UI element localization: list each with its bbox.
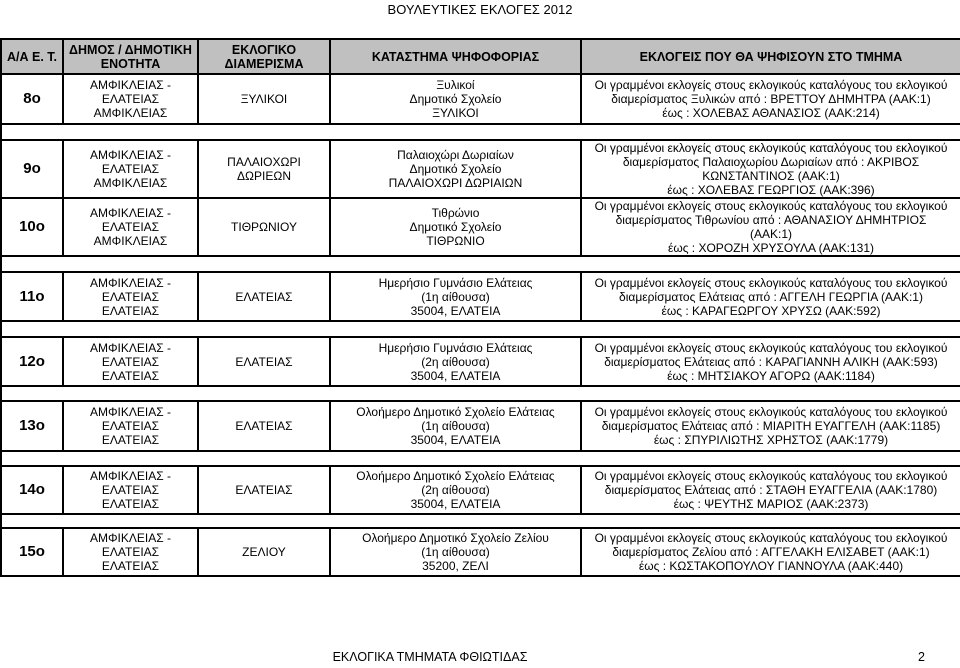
table-row [1,198,960,256]
station-cell [330,466,581,514]
station-line: Τιθρώνιο [431,206,480,220]
municipality-line: ΕΛΑΤΕΙΑΣ [101,92,160,106]
voters-line: έως : ΚΑΡΑΓΕΩΡΓΟΥ ΧΡΥΣΩ (ΑΑΚ:592) [661,303,881,318]
polling-stations-table [0,38,960,577]
table-row [1,74,960,124]
station-line: (2η αίθουσα) [421,354,490,369]
row-number: 10ο [1,198,63,256]
header-voters: ΕΚΛΟΓΕΙΣ ΠΟΥ ΘΑ ΨΗΦΙΣΟΥΝ ΣΤΟ ΤΜΗΜΑ [581,39,960,74]
municipality-line: ΑΜΦΙΚΛΕΙΑΣ - [89,405,172,419]
municipality-line: ΕΛΑΤΕΙΑΣ [101,497,160,511]
station-line: Παλαιοχώρι Δωριαίων [397,148,514,162]
row-gap-cell [1,451,960,466]
voters-line: (ΑΑΚ:1) [749,227,792,241]
row-gap [1,386,960,401]
voters-cell [581,272,960,321]
district-cell: ΕΛΑΤΕΙΑΣ [198,337,330,386]
municipality-line: ΕΛΑΤΕΙΑΣ [101,303,160,318]
municipality-cell [63,272,198,321]
row-gap-cell [1,124,960,140]
row-gap-cell [1,321,960,337]
header-station: ΚΑΤΑΣΤΗΜΑ ΨΗΦΟΦΟΡΙΑΣ [330,39,581,74]
district-cell: ΖΕΛΙΟΥ [198,528,330,576]
municipality-cell [63,140,198,198]
header-num: Α/Α Ε. Τ. [1,39,63,74]
district-cell: ΕΛΑΤΕΙΑΣ [198,401,330,451]
voters-line: διαμερίσματος Παλαιοχωρίου Δωριαίων από : ΑΚΡΙΒΟΣ [622,155,920,169]
row-gap-cell [1,386,960,401]
voters-line: διαμερίσματος Τιθρωνίου από : ΑΘΑΝΑΣΙΟΥ ΔΗΜΗΤΡΙΟΣ [615,213,927,227]
row-gap [1,451,960,466]
voters-cell [581,528,960,576]
station-line: 35004, ΕΛΑΤΕΙΑ [410,433,501,447]
footer-title: ΕΚΛΟΓΙΚΑ ΤΜΗΜΑΤΑ ΦΘΙΩΤΙΔΑΣ [332,650,528,664]
district-cell: ΞΥΛΙΚΟΙ [198,74,330,124]
row-number: 9ο [1,140,63,198]
municipality-line: ΕΛΑΤΕΙΑΣ [101,289,160,304]
station-cell [330,337,581,386]
table-header-row [1,39,960,74]
voters-line: διαμερίσματος Ζελίου από : ΑΓΓΕΛΑΚΗ ΕΛΙΣΑΒΕΤ (ΑΑΚ:1) [612,545,930,559]
municipality-line: ΕΛΑΤΕΙΑΣ [101,162,160,176]
station-line: Δημοτικό Σχολείο [409,92,502,106]
voters-cell [581,74,960,124]
municipality-line: ΑΜΦΙΚΛΕΙΑΣ [93,106,168,120]
station-line: ΠΑΛΑΙΟΧΩΡΙ ΔΩΡΙΑΙΩΝ [388,176,523,190]
row-number: 15ο [1,528,63,576]
municipality-line: ΕΛΑΤΕΙΑΣ [101,354,160,369]
municipality-cell [63,198,198,256]
voters-line: Οι γραμμένοι εκλογείς στους εκλογικούς καταλόγους του εκλογικού [594,199,948,213]
row-gap [1,321,960,337]
table-row [1,528,960,576]
station-line: (1η αίθουσα) [421,419,490,433]
table-row [1,401,960,451]
voters-line: Οι γραμμένοι εκλογείς στους εκλογικούς καταλόγους του εκλογικού [594,340,948,355]
station-line: 35200, ΖΕΛΙ [422,559,489,573]
voters-line: Οι γραμμένοι εκλογείς στους εκλογικούς καταλόγους του εκλογικού [594,141,948,155]
voters-line: διαμερίσματος Ελάτειας από : ΚΑΡΑΓΙΑΝΝΗ ΑΛΙΚΗ (ΑΑΚ:593) [604,354,938,369]
header-municipality: ΔΗΜΟΣ / ΔΗΜΟΤΙΚΗ ΕΝΟΤΗΤΑ [63,39,198,74]
station-line: Ημερήσιο Γυμνάσιο Ελάτειας [378,340,533,355]
municipality-line: ΕΛΑΤΕΙΑΣ [101,545,160,559]
municipality-line: ΕΛΑΤΕΙΑΣ [101,220,160,234]
station-line: Δημοτικό Σχολείο [409,162,502,176]
municipality-line: ΕΛΑΤΕΙΑΣ [101,559,160,573]
station-line: (1η αίθουσα) [421,545,490,559]
voters-line: Οι γραμμένοι εκλογείς στους εκλογικούς καταλόγους του εκλογικού [594,275,948,290]
municipality-line: ΑΜΦΙΚΛΕΙΑΣ [93,234,168,248]
district-cell: ΕΛΑΤΕΙΑΣ [198,466,330,514]
municipality-line: ΑΜΦΙΚΛΕΙΑΣ - [89,531,172,545]
table-row [1,337,960,386]
table-row [1,140,960,198]
voters-line: έως : ΧΟΛΕΒΑΣ ΑΘΑΝΑΣΙΟΣ (ΑΑΚ:214) [662,106,880,120]
row-number: 13ο [1,401,63,451]
voters-line: ΚΩΝΣΤΑΝΤΙΝΟΣ (ΑΑΚ:1) [702,169,840,183]
station-line: 35004, ΕΛΑΤΕΙΑ [410,497,501,511]
voters-line: διαμερίσματος Ελάτειας από : ΜΙΑΡΙΤΗ ΕΥΑΓΓΕΛΗ (ΑΑΚ:1185) [601,419,941,433]
station-line: (1η αίθουσα) [421,289,490,304]
voters-cell [581,466,960,514]
district-cell: ΕΛΑΤΕΙΑΣ [198,272,330,321]
station-line: Δημοτικό Σχολείο [409,220,502,234]
station-line: Ολοήμερο Δημοτικό Σχολείο Ελάτειας [356,405,555,419]
header-district: ΕΚΛΟΓΙΚΟ ΔΙΑΜΕΡΙΣΜΑ [198,39,330,74]
voters-line: Οι γραμμένοι εκλογείς στους εκλογικούς καταλόγους του εκλογικού [594,531,948,545]
row-number: 11ο [1,272,63,321]
voters-line: διαμερίσματος Ελάτειας από : ΑΓΓΕΛΗ ΓΕΩΡΓΙΑ (ΑΑΚ:1) [619,289,923,304]
station-cell [330,401,581,451]
voters-line: έως : ΣΠΥΡΙΛΙΩΤΗΣ ΧΡΗΣΤΟΣ (ΑΑΚ:1779) [653,433,889,447]
municipality-line: ΑΜΦΙΚΛΕΙΑΣ [93,176,168,190]
page-title: ΒΟΥΛΕΥΤΙΚΕΣ ΕΚΛΟΓΕΣ 2012 [387,2,573,17]
page-number: 2 [918,650,925,664]
municipality-cell [63,466,198,514]
district-cell: ΤΙΘΡΩΝΙΟΥ [198,198,330,256]
row-number: 8ο [1,74,63,124]
row-gap [1,256,960,272]
row-gap [1,124,960,140]
row-gap-cell [1,256,960,272]
station-cell [330,140,581,198]
municipality-line: ΕΛΑΤΕΙΑΣ [101,419,160,433]
voters-line: έως : ΚΩΣΤΑΚΟΠΟΥΛΟΥ ΓΙΑΝΝΟΥΛΑ (ΑΑΚ:440) [638,559,904,573]
station-line: (2η αίθουσα) [421,483,490,497]
table-row [1,466,960,514]
voters-line: διαμερίσματος Ελάτειας από : ΣΤΑΘΗ ΕΥΑΓΓΕΛΙΑ (ΑΑΚ:1780) [604,483,938,497]
municipality-line: ΑΜΦΙΚΛΕΙΑΣ - [89,340,172,355]
voters-cell [581,198,960,256]
municipality-line: ΕΛΑΤΕΙΑΣ [101,483,160,497]
voters-cell [581,337,960,386]
voters-line: έως : ΜΗΤΣΙΑΚΟΥ ΑΓΟΡΩ (ΑΑΚ:1184) [667,368,875,383]
municipality-line: ΑΜΦΙΚΛΕΙΑΣ - [89,148,172,162]
voters-line: Οι γραμμένοι εκλογείς στους εκλογικούς καταλόγους του εκλογικού [594,78,948,92]
voters-cell [581,140,960,198]
municipality-line: ΕΛΑΤΕΙΑΣ [101,433,160,447]
station-line: 35004, ΕΛΑΤΕΙΑ [410,303,501,318]
voters-line: έως : ΧΟΡΟΖΗ ΧΡΥΣΟΥΛΑ (ΑΑΚ:131) [667,241,875,255]
station-line: Ολοήμερο Δημοτικό Σχολείο Ελάτειας [356,469,555,483]
municipality-cell [63,74,198,124]
station-cell [330,272,581,321]
station-cell [330,74,581,124]
municipality-cell [63,528,198,576]
station-line: ΞΥΛΙΚΟΙ [432,106,479,120]
voters-line: έως : ΧΟΛΕΒΑΣ ΓΕΩΡΓΙΟΣ (ΑΑΚ:396) [667,183,875,197]
voters-line: Οι γραμμένοι εκλογείς στους εκλογικούς καταλόγους του εκλογικού [594,469,948,483]
municipality-line: ΑΜΦΙΚΛΕΙΑΣ - [89,206,172,220]
station-line: 35004, ΕΛΑΤΕΙΑ [410,368,501,383]
municipality-cell [63,337,198,386]
station-line: Ξυλικοί [436,78,475,92]
municipality-line: ΑΜΦΙΚΛΕΙΑΣ - [89,275,172,290]
page-footer [0,648,960,666]
station-line: Ολοήμερο Δημοτικό Σχολείο Ζελίου [362,531,549,545]
municipality-line: ΑΜΦΙΚΛΕΙΑΣ - [89,469,172,483]
table-row [1,272,960,321]
station-cell [330,528,581,576]
municipality-line: ΑΜΦΙΚΛΕΙΑΣ - [89,78,172,92]
district-cell: ΠΑΛΑΙΟΧΩΡΙ ΔΩΡΙΕΩΝ [198,140,330,198]
station-line: ΤΙΘΡΩΝΙΟ [426,234,485,248]
voters-line: έως : ΨΕΥΤΗΣ ΜΑΡΙΟΣ (ΑΑΚ:2373) [673,497,869,511]
municipality-line: ΕΛΑΤΕΙΑΣ [101,368,160,383]
voters-line: διαμερίσματος Ξυλικών από : ΒΡΕΤΤΟΥ ΔΗΜΗΤΡΑ (ΑΑΚ:1) [611,92,931,106]
row-gap [1,514,960,528]
table-body [1,74,960,576]
municipality-cell [63,401,198,451]
row-number: 14ο [1,466,63,514]
row-number: 12ο [1,337,63,386]
voters-cell [581,401,960,451]
station-cell [330,198,581,256]
row-gap-cell [1,514,960,528]
station-line: Ημερήσιο Γυμνάσιο Ελάτειας [378,275,533,290]
voters-line: Οι γραμμένοι εκλογείς στους εκλογικούς καταλόγους του εκλογικού [594,405,948,419]
